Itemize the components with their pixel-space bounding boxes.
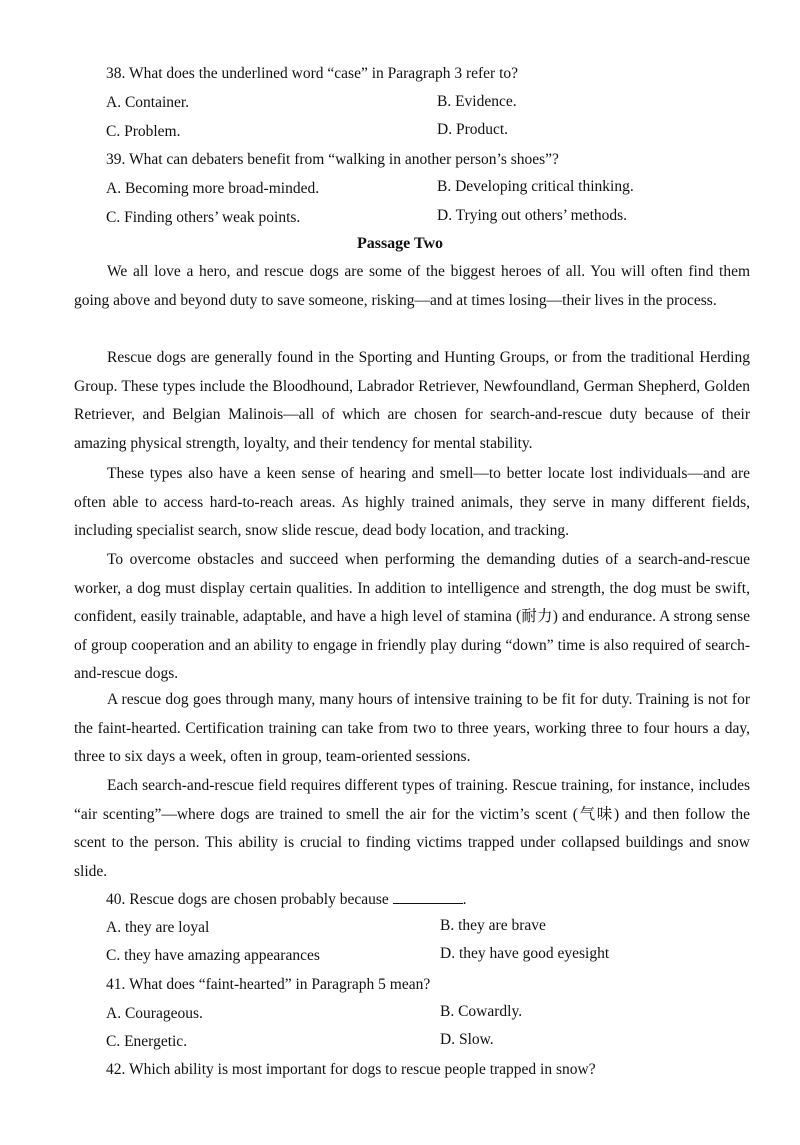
question-40-option-a: A. they are loyal — [106, 919, 210, 936]
answer-blank — [393, 889, 463, 904]
question-40-stem-text: 40. Rescue dogs are chosen probably because — [106, 891, 389, 908]
question-41-stem: 41. What does “faint-hearted” in Paragraph 5 mean? — [106, 976, 431, 993]
question-39-option-c: C. Finding others’ weak points. — [106, 209, 301, 226]
passage-paragraph-6: Each search-and-rescue field requires different types of training. Rescue training, for instance, includes “air scenting”—where dogs are trained to smell the air for the victim’s scent (气味) and then follow the scent to the person. This ability is crucial to finding victims trapped under collapsed buildings and snow slide. — [74, 777, 750, 880]
question-39-option-a: A. Becoming more broad-minded. — [106, 180, 320, 197]
question-38-option-a: A. Container. — [106, 94, 190, 111]
passage-paragraph-3: These types also have a keen sense of hearing and smell—to better locate lost individuals—and are often able to access hard-to-reach areas. As highly trained animals, they serve in many different fields, including specialist search, snow slide rescue, dead body location, and tracking. — [74, 465, 750, 540]
question-38-option-c: C. Problem. — [106, 123, 181, 140]
question-41-option-a: A. Courageous. — [106, 1005, 203, 1022]
passage-paragraph-4: To overcome obstacles and succeed when performing the demanding duties of a search-and-rescue worker, a dog must display certain qualities. In addition to intelligence and strength, the dog must be swift, confident, easily trainable, adaptable, and have a high level of stamina (耐力) and endurance. A strong sense of group cooperation and an ability to engage in friendly play during “down” time is also required of search-and-rescue dogs. — [74, 551, 750, 683]
passage-paragraph-5: A rescue dog goes through many, many hours of intensive training to be fit for duty. Training is not for the faint-hearted. Certification training can take from two to three years, working three to four hours a day, three to six days a week, often in group, team-oriented sessions. — [74, 691, 750, 766]
question-40-option-b: B. they are brave — [440, 917, 546, 934]
question-42-stem: 42. Which ability is most important for dogs to rescue people trapped in snow? — [106, 1061, 596, 1078]
question-41-option-b: B. Cowardly. — [440, 1003, 523, 1020]
question-40-option-c: C. they have amazing appearances — [106, 947, 320, 964]
question-38-option-d: D. Product. — [437, 121, 509, 138]
question-40-stem-end: . — [462, 891, 467, 908]
question-40-stem — [106, 889, 467, 910]
question-41-option-c: C. Energetic. — [106, 1033, 188, 1050]
question-41-option-d: D. Slow. — [440, 1031, 494, 1048]
question-39-option-d: D. Trying out others’ methods. — [437, 207, 628, 224]
question-38-stem: 38. What does the underlined word “case” in Paragraph 3 refer to? — [106, 65, 519, 82]
passage-paragraph-1: We all love a hero, and rescue dogs are some of the biggest heroes of all. You will often find them going above and beyond duty to save someone, risking—and at times losing—their lives in the process. — [74, 263, 750, 309]
question-39-stem: 39. What can debaters benefit from “walking in another person’s shoes”? — [106, 151, 559, 168]
question-40-option-d: D. they have good eyesight — [440, 945, 610, 962]
passage-paragraph-2: Rescue dogs are generally found in the Sporting and Hunting Groups, or from the traditional Herding Group. These types include the Bloodhound, Labrador Retriever, Newfoundland, German Shepherd, Golden Retriever, and Belgian Malinois—all of which are chosen for search-and-rescue duty because of their amazing physical strength, loyalty, and their tendency for mental stability. — [74, 349, 750, 452]
passage-title: Passage Two — [356, 235, 444, 252]
question-39-option-b: B. Developing critical thinking. — [437, 178, 634, 195]
question-38-option-b: B. Evidence. — [437, 93, 517, 110]
